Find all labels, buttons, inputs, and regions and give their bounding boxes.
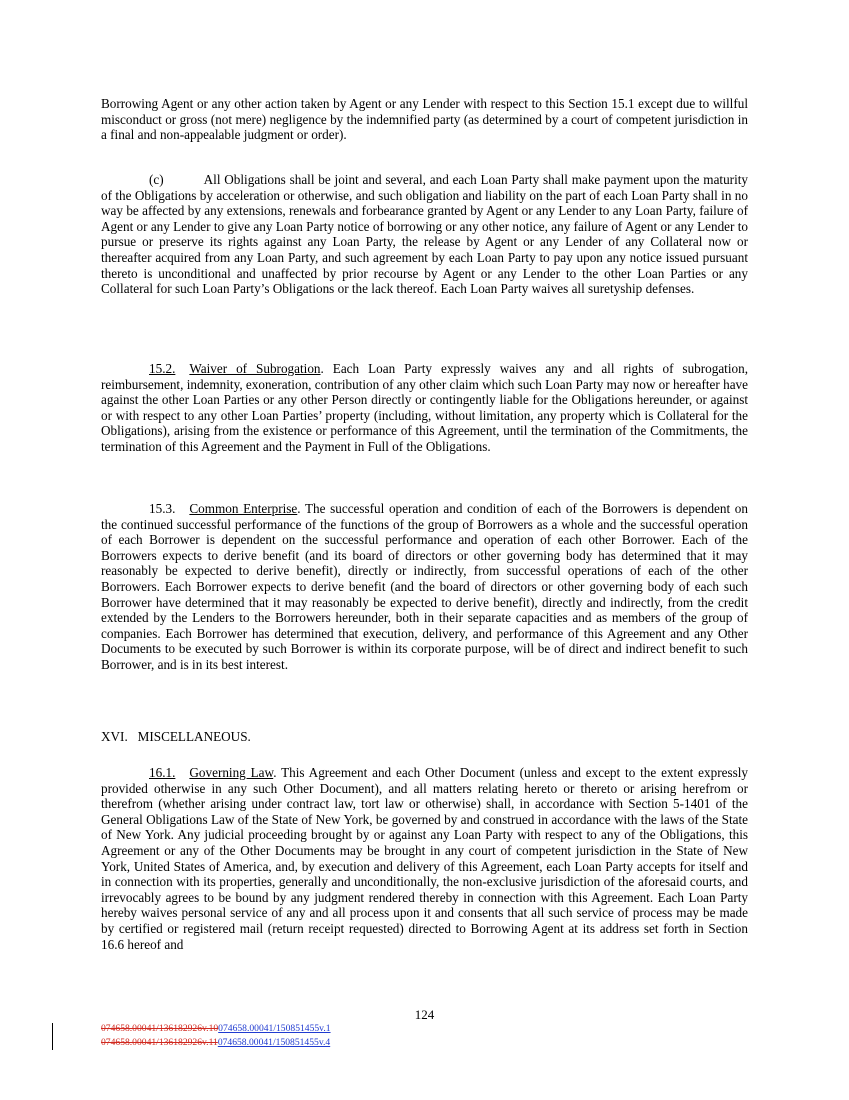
section-text: . The successful operation and condition of each of the Borrowers is dependent on the continued successful performance of the functions of the group of Borrowers as a whole and the successful operation of each Borrower is dependent on the successful performance and operation of each other Borrower. Each of the Borrowers expects to derive benefit (and its board of directors or other governing body has determined that it may reasonably be expected to derive benefit), directly or indirectly, from successful operations of each of the other Borrowers. Each Borrower expects to derive benefit (and the board of directors or other governing body of each such Borrower have determined that it may reasonably be expected to derive benefit), directly and indirectly, from the credit extended by the Lenders to the Borrowers hereunder, both in their separate capacities and as members of the group of companies. Each Borrower has determined that execution, delivery, and performance of this Agreement and any Other Documents to be executed by such Borrower is within its corporate purpose, will be of direct and indirect benefit to such Borrower, and is in its best interest.: [101, 501, 748, 672]
document-id-line-2: [101, 1037, 330, 1048]
section-title: Governing Law: [189, 765, 274, 780]
section-title: Common Enterprise: [189, 501, 298, 516]
deleted-doc-id: 074658.00041/136182926v.11: [101, 1037, 218, 1048]
section-text: . Each Loan Party expressly waives any and all rights of subrogation, reimbursement, indemnity, exoneration, contribution of any other claim which such Loan Party may now or hereafter have against the other Loan Parties or any other Person directly or contingently liable for the Obligations hereunder, or against or with respect to any other Loan Parties’ property (including, without limitation, any property which is Collateral for the Obligations), arising from the existence or performance of this Agreement, until the termination of the Commitments, the termination of this Agreement and the Payment in Full of the Obligations.: [101, 361, 748, 454]
section-15-2: [101, 361, 748, 455]
section-text: . This Agreement and each Other Document (unless and except to the extent expressly provided otherwise in any such Other Document), and all matters relating hereto or thereto or arising herefrom or therefrom (whether arising under contract law, tort law or otherwise) shall, in accordance with Section 5-1401 of the General Obligations Law of the State of New York, be governed by and construed in accordance with the laws of the State of New York. Any judicial proceeding brought by or against any Loan Party with respect to any of the Obligations, this Agreement or any of the Other Documents may be brought in any court of competent jurisdiction in the State of New York, United States of America, and, by execution and delivery of this Agreement, each Loan Party accepts for itself and in connection with its properties, generally and unconditionally, the non-exclusive jurisdiction of the aforesaid courts, and irrevocably agrees to be bound by any judgment rendered thereby in connection with this Agreement. Each Loan Party hereby waives personal service of any and all process upon it and consents that all such service of process may be made by certified or registered mail (return receipt requested) directed to Borrowing Agent at its address set forth in Section 16.6 hereof and: [101, 765, 748, 952]
deleted-doc-id: 074658.00041/136182926v.10: [101, 1023, 219, 1034]
section-number: 15.2.: [149, 361, 176, 376]
page-number: 124: [414, 1007, 435, 1022]
section-number: 15.3.: [149, 501, 176, 516]
inserted-doc-id: 074658.00041/150851455v.4: [217, 1037, 331, 1048]
change-bar: [52, 1023, 53, 1050]
clause-number: (c): [149, 172, 164, 187]
document-id-line-1: [101, 1023, 331, 1034]
paragraph-15-1-c: [101, 172, 748, 297]
article-heading: XVI. MISCELLANEOUS.: [101, 729, 251, 744]
section-number: 16.1.: [149, 765, 176, 780]
section-16-1: [101, 765, 748, 952]
section-15-3: [101, 501, 748, 673]
section-title: Waiver of Subrogation: [189, 361, 321, 376]
paragraph-15-1-continued: Borrowing Agent or any other action taken by Agent or any Lender with respect to this Section 15.1 except due to willful misconduct or gross (not mere) negligence by the indemnified party (as determined by a court of competent jurisdiction in a final and non-appealable judgment or order).: [101, 96, 748, 143]
inserted-doc-id: 074658.00041/150851455v.1: [218, 1023, 331, 1034]
clause-text: All Obligations shall be joint and several, and each Loan Party shall make payment upon the maturity of the Obligations by acceleration or otherwise, and such obligation and liability on the part of each Loan Party shall in no way be affected by any extensions, renewals and forbearance granted by Agent or any Lender to any Loan Party, failure of Agent or any Lender to give any Loan Party notice of borrowing or any other notice, any failure of Agent or any Lender to pursue or preserve its rights against any Loan Party, the release by Agent or any Lender of any Collateral now or thereafter acquired from any Loan Party, and such agreement by each Loan Party to pay upon any notice issued pursuant thereto is unconditional and unaffected by prior recourse by Agent or any Lender to the other Loan Parties or any Collateral for such Loan Party’s Obligations or the lack thereof. Each Loan Party waives all suretyship defenses.: [101, 172, 748, 297]
